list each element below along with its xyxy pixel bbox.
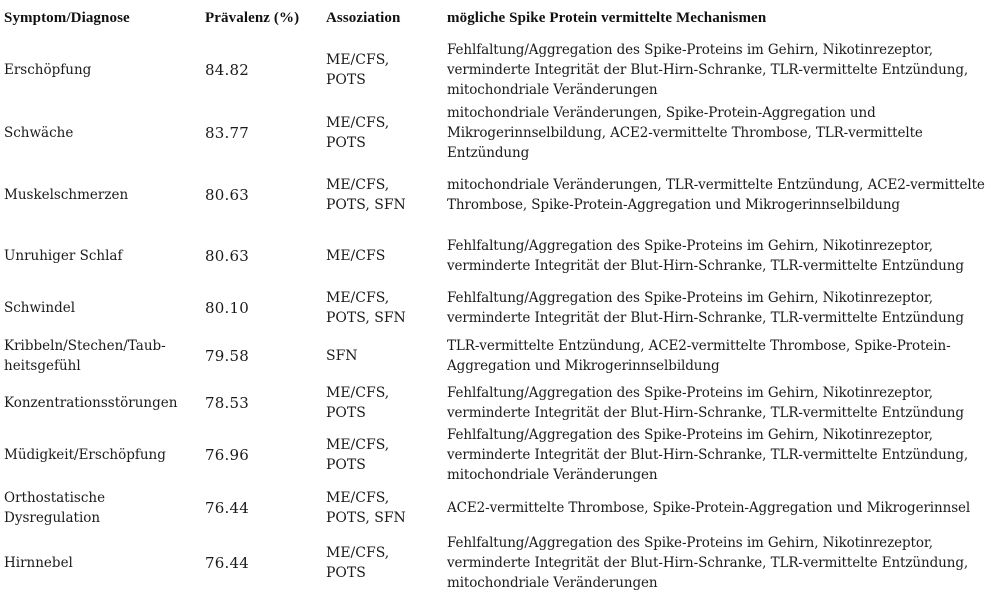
table-row bbox=[0, 36, 1003, 103]
cell-symptom: Schwäche bbox=[4, 125, 74, 141]
cell-prevalence: 76.96 bbox=[205, 446, 249, 464]
cell-association: ME/CFS, POTS, SFN bbox=[326, 290, 406, 326]
cell-symptom: Muskelschmerzen bbox=[4, 187, 129, 203]
table-row bbox=[0, 425, 1003, 485]
cell-symptom: Hirnnebel bbox=[4, 555, 73, 571]
cell-symptom: Konzentrationsstörungen bbox=[4, 395, 178, 411]
cell-mechanisms: Fehlfaltung/Aggregation des Spike-Proteins im Gehirn, Nikotinrezeptor, verminderte Integrität der Blut-Hirn-Schranke, TLR-vermittelte Entzündung bbox=[447, 238, 964, 274]
table-row bbox=[0, 227, 1003, 285]
header-prevalence: Prävalenz (%) bbox=[205, 10, 300, 26]
cell-symptom: Erschöpfung bbox=[4, 61, 92, 78]
cell-prevalence: 76.44 bbox=[205, 554, 249, 572]
cell-association: ME/CFS, POTS bbox=[326, 437, 390, 473]
header-row bbox=[0, 0, 1003, 36]
header-mechanisms: mögliche Spike Protein vermittelte Mechanismen bbox=[447, 10, 767, 26]
cell-symptom: Kribbeln/Stechen/Taub- heitsgefühl bbox=[4, 338, 166, 374]
cell-mechanisms: Fehlfaltung/Aggregation des Spike-Proteins im Gehirn, Nikotinrezeptor, verminderte Integrität der Blut-Hirn-Schranke, TLR-vermittelte Entzündung bbox=[447, 290, 964, 326]
cell-symptom: Müdigkeit/Erschöpfung bbox=[4, 447, 166, 463]
cell-symptom: Schwindel bbox=[4, 300, 76, 316]
table-row bbox=[0, 331, 1003, 381]
cell-mechanisms: mitochondriale Veränderungen, TLR-vermittelte Entzündung, ACE2-vermittelte Thrombose, Spike-Protein-Aggregation und Mikrogerinnselbildung bbox=[447, 177, 985, 213]
cell-prevalence: 78.53 bbox=[205, 394, 249, 412]
cell-prevalence: 80.10 bbox=[205, 299, 249, 317]
cell-mechanisms: ACE2-vermittelte Thrombose, Spike-Protein-Aggregation und Mikrogerinnsel bbox=[447, 500, 971, 516]
cell-mechanisms: TLR-vermittelte Entzündung, ACE2-vermittelte Thrombose, Spike-Protein- Aggregation und Mikrogerinnselbildung bbox=[447, 338, 951, 374]
cell-symptom: Unruhiger Schlaf bbox=[4, 248, 123, 264]
cell-prevalence: 83.77 bbox=[205, 124, 249, 142]
table-row bbox=[0, 531, 1003, 595]
cell-mechanisms: Fehlfaltung/Aggregation des Spike-Proteins im Gehirn, Nikotinrezeptor, verminderte Integrität der Blut-Hirn-Schranke, TLR-vermittelte Entzündung, mitochondriale Veränderungen bbox=[447, 427, 969, 483]
cell-prevalence: 80.63 bbox=[205, 186, 249, 204]
cell-mechanisms: Fehlfaltung/Aggregation des Spike-Proteins im Gehirn, Nikotinrezeptor, verminderte Integrität der Blut-Hirn-Schranke, TLR-vermittelte Entzündung, mitochondriale Veränderungen bbox=[447, 41, 969, 98]
cell-mechanisms: Fehlfaltung/Aggregation des Spike-Proteins im Gehirn, Nikotinrezeptor, verminderte Integrität der Blut-Hirn-Schranke, TLR-vermittelte Entzündung, mitochondriale Veränderungen bbox=[447, 535, 969, 591]
cell-association: ME/CFS bbox=[326, 248, 386, 264]
cell-association: ME/CFS, POTS, SFN bbox=[326, 490, 406, 526]
cell-association: SFN bbox=[326, 348, 358, 364]
cell-mechanisms: Fehlfaltung/Aggregation des Spike-Proteins im Gehirn, Nikotinrezeptor, verminderte Integrität der Blut-Hirn-Schranke, TLR-vermittelte Entzündung bbox=[447, 385, 964, 421]
table-body bbox=[0, 36, 1003, 595]
header-symptom: Symptom/Diagnose bbox=[4, 10, 130, 26]
table-row bbox=[0, 485, 1003, 531]
cell-mechanisms: mitochondriale Veränderungen, Spike-Protein-Aggregation und Mikrogerinnselbildung, ACE2-vermittelte Thrombose, TLR-vermittelte Entzündung bbox=[447, 105, 923, 161]
cell-association: ME/CFS, POTS bbox=[326, 545, 390, 581]
cell-symptom: Orthostatische Dysregulation bbox=[4, 490, 106, 526]
header-association: Assoziation bbox=[326, 10, 401, 26]
cell-prevalence: 76.44 bbox=[205, 499, 249, 517]
table-row bbox=[0, 285, 1003, 331]
cell-association: ME/CFS, POTS bbox=[326, 385, 390, 421]
table-row bbox=[0, 103, 1003, 163]
table-row bbox=[0, 163, 1003, 227]
cell-prevalence: 79.58 bbox=[205, 347, 249, 365]
cell-association: ME/CFS, POTS, SFN bbox=[326, 177, 406, 213]
cell-association: ME/CFS, POTS bbox=[326, 51, 390, 88]
table-row bbox=[0, 381, 1003, 425]
cell-prevalence: 80.63 bbox=[205, 247, 249, 265]
cell-prevalence: 84.82 bbox=[205, 60, 249, 79]
cell-association: ME/CFS, POTS bbox=[326, 115, 390, 151]
table-header bbox=[0, 0, 1003, 36]
